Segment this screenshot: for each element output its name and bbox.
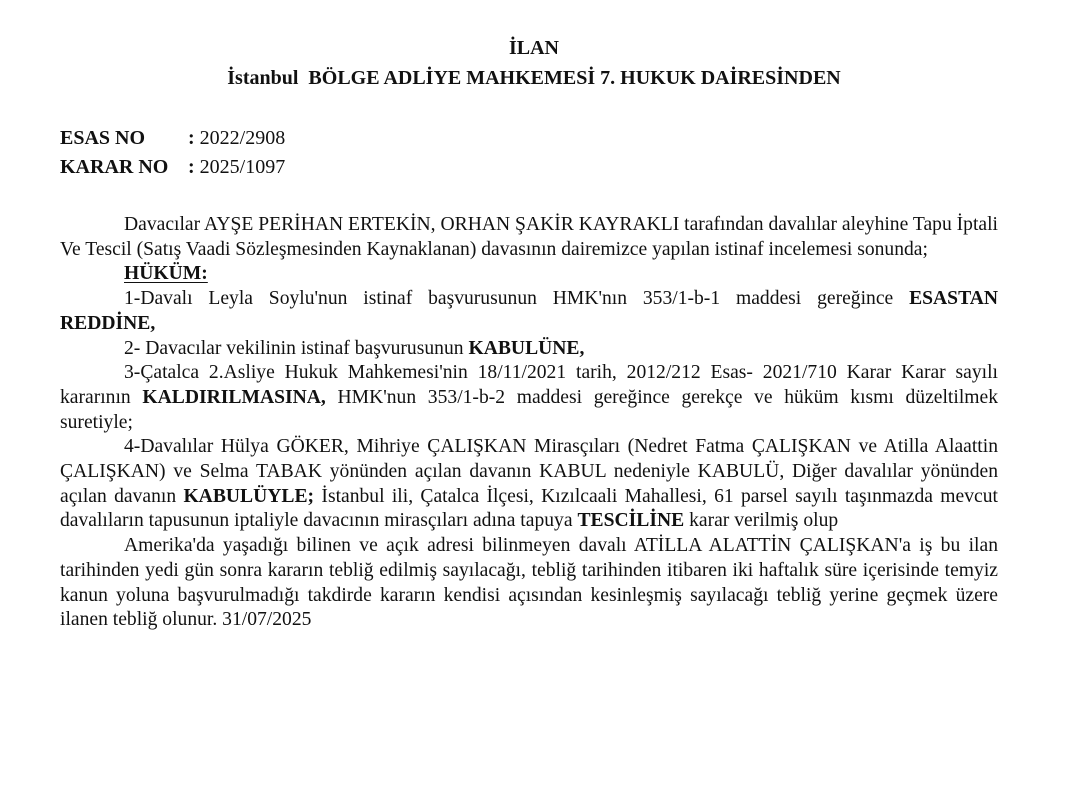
item-3-text-a: 3-Çatalca 2.Asliye Hukuk Mahkemesi'nin 18/11/2021 tarih, 2012/212 Esas- 2021/710 Karar Karar sayılı kararının [60,362,998,408]
hukum-heading-text: HÜKÜM: [124,263,208,285]
esas-no-value: 2022/2908 [199,127,286,149]
hukum-item-4 [60,435,998,534]
hukum-item-3 [60,361,998,435]
esas-no-row [60,124,285,153]
esas-no-label: ESAS NO [60,127,146,149]
item-4-decision-b: TESCİLİNE [577,510,685,532]
item-4-text-c: karar verilmiş olup [684,510,839,532]
item-2-text: 2- Davacılar vekilinin istinaf başvurusunun [124,337,469,359]
karar-no-label: KARAR NO [60,156,169,178]
item-1-decision: ESASTAN REDDİNE, [60,288,998,334]
item-4-text-b: İstanbul ili, Çatalca İlçesi, Kızılcaali Mahallesi, 61 parsel sayılı taşınmazda mevcut davalıların tapusunun iptaliyle davacının mirasçıları adına tapuya [60,485,998,532]
item-3-decision: KALDIRILMASINA, [142,386,326,408]
karar-no-value: 2025/1097 [199,156,286,178]
esas-no-colon: : [188,127,195,149]
item-1-text: 1-Davalı Leyla Soylu'nun istinaf başvurusunun HMK'nın 353/1-b-1 maddesi gereğince [124,288,910,310]
hukum-heading [60,262,998,287]
intro-paragraph: Davacılar AYŞE PERİHAN ERTEKİN, ORHAN ŞAKİR KAYRAKLI tarafından davalılar aleyhine Tapu İptali Ve Tescil (Satış Vaadi Sözleşmesinden Kaynaklanan) davasının dairemizce yapılan istinaf incelemesi sonunda; [60,214,998,260]
item-2-decision: KABULÜNE, [468,337,585,359]
hukum-item-1 [60,287,998,336]
hukum-item-2 [60,337,998,362]
closing-paragraph: Amerika'da yaşadığı bilinen ve açık adresi bilinmeyen davalı ATİLLA ALATTİN ÇALIŞKAN'a iş bu ilan tarihinden yedi gün sonra kararın tebliğ edilmiş sayılacağı, tebliğ tarihinden itibaren iki haftalık süre içerisinde temyiz kanun yoluna başvurulmadığı takdirde kararın kendisi açısından kesinleşmiş sayılacağı tebliğ yerine geçmek üzere ilanen tebliğ olunur. 31/07/2025 [60,535,998,631]
notice-body [60,213,998,633]
notice-title: İLAN [508,37,559,59]
court-name: İstanbul BÖLGE ADLİYE MAHKEMESİ 7. HUKUK DAİRESİNDEN [227,67,841,89]
item-4-text-a: 4-Davalılar Hülya GÖKER, Mihriye ÇALIŞKAN Mirasçıları (Nedret Fatma ÇALIŞKAN ve Atilla Alaattin ÇALIŞKAN) ve Selma TABAK yönünden açılan davanın KABUL nedeniyle KABULÜ, Diğer davalılar yönünden açılan davanın [60,436,998,507]
item-3-text-b: HMK'nun 353/1-b-2 maddesi gereğince gerekçe ve hüküm kısmı düzeltilmek suretiyle; [60,386,998,433]
item-4-decision-a: KABULÜYLE; [183,485,315,507]
karar-no-row [60,153,285,182]
karar-no-colon: : [188,156,195,178]
